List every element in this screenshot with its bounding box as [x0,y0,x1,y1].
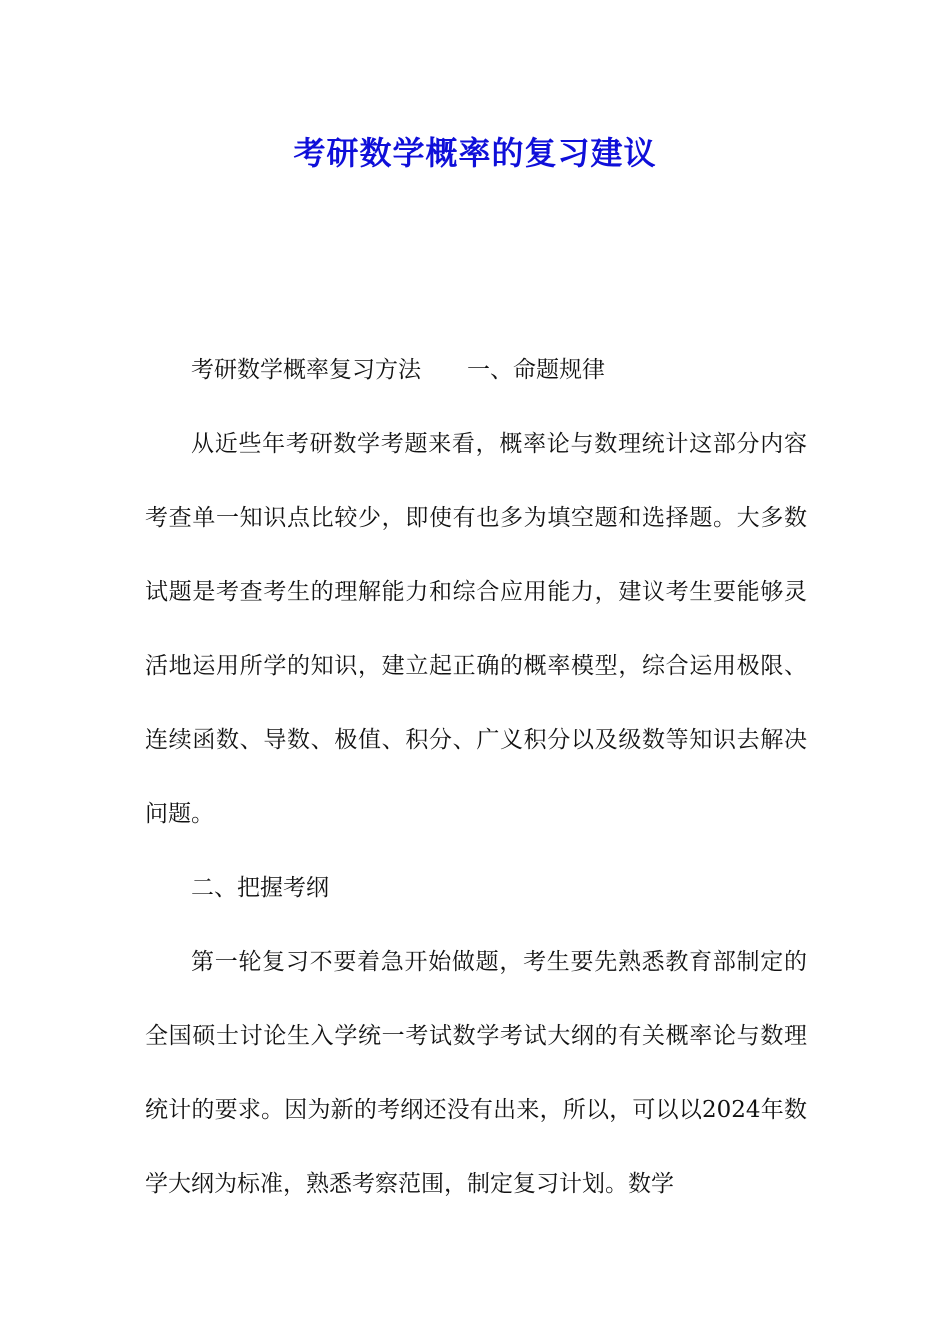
section-heading-syllabus: 二、把握考纲 [191,875,329,901]
paragraph-rules: 从近些年考研数学考题来看，概率论与数理统计这部分内容考查单一知识点比较少，即使有也多为填空题和选择题。大多数试题是考查考生的理解能力和综合应用能力，建议考生要能够灵活地运用所学的知识，建立起正确的概率模型，综合运用极限、连续函数、导数、极值、积分、广义积分以及级数等知识去解决问题。 [145,431,807,827]
document-body [145,333,807,1221]
paragraph-syllabus: 第一轮复习不要着急开始做题，考生要先熟悉教育部制定的全国硕士讨论生入学统一考试数学考试大纲的有关概率论与数理统计的要求。因为新的考纲还没有出来，所以，可以以2024年数学大纲为标准，熟悉考察范围，制定复习计划。数学 [145,949,807,1197]
section-heading-line [145,333,807,407]
page-title: 考研数学概率的复习建议 [293,134,657,172]
section-heading-rules: 一、命题规律 [467,357,605,383]
section-heading-method: 考研数学概率复习方法 [191,357,421,383]
